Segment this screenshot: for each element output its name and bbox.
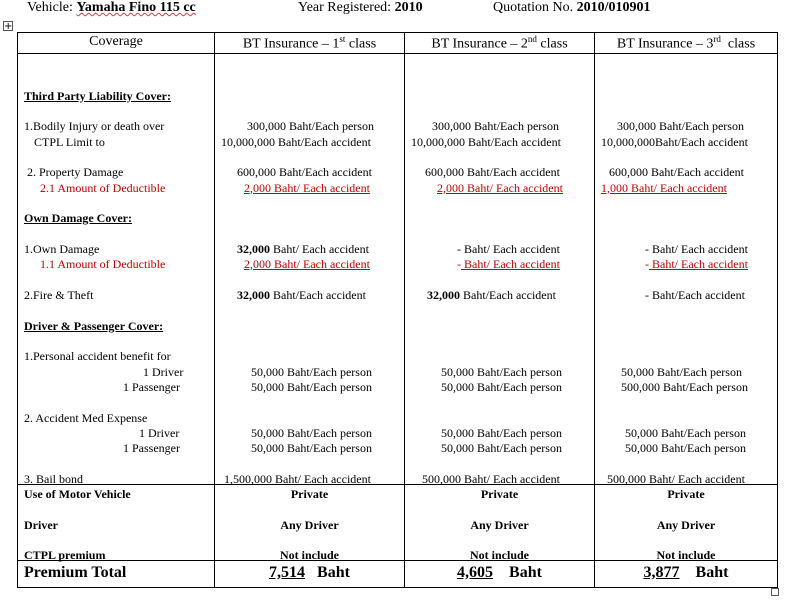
c3-premium-amount: 3,877 <box>643 563 680 581</box>
coverage-header: Coverage <box>18 33 215 54</box>
c2-bail: 500,000 Baht/ Each accident <box>422 471 560 486</box>
c2-tp-deductible: 2,000 Baht/ Each accident <box>437 180 563 195</box>
pa-passenger-label: 1 Passenger <box>123 379 180 394</box>
c2-premium-amount: 4,605 <box>457 563 494 581</box>
driver-label: Driver <box>24 517 58 532</box>
c1-bodily: 300,000 Baht/Each person <box>247 118 374 133</box>
c1-med-passenger: 50,000 Baht/Each person <box>251 440 372 455</box>
table-move-handle-icon[interactable]: + <box>4 21 13 32</box>
own-deductible-label: 1.1 Amount of Deductible <box>40 256 166 271</box>
vehicle-label: Vehicle: <box>27 0 73 15</box>
c3-pa-passenger: 500,000 Baht/Each person <box>621 379 748 394</box>
c3-med-passenger: 50,000 Baht/Each person <box>625 440 746 455</box>
c1-use: Private <box>290 486 329 501</box>
med-driver-label: 1 Driver <box>139 425 180 440</box>
c1-fire-theft-unit: Baht/Each accident <box>270 287 366 302</box>
c1-med-driver: 50,000 Baht/Each person <box>251 425 372 440</box>
class2-header-sup: nd <box>527 34 537 44</box>
c3-premium-total <box>595 560 778 587</box>
class3-header <box>595 33 778 54</box>
c1-own-deductible: 2,000 Baht/ Each accident <box>244 256 370 271</box>
quotation-label: Quotation No. <box>493 0 574 15</box>
personal-accident-label: 1.Personal accident benefit for <box>24 348 171 363</box>
c2-med-driver: 50,000 Baht/Each person <box>441 425 562 440</box>
usage-row <box>18 484 778 560</box>
c1-driver: Any Driver <box>280 517 339 532</box>
c2-use: Private <box>480 486 519 501</box>
year-info <box>298 0 423 16</box>
vehicle-value <box>76 0 195 15</box>
property-damage-label: 2. Property Damage <box>27 164 124 179</box>
c2-own-deductible-dash: - <box>457 256 461 271</box>
c3-tp-deductible: 1,000 Baht/ Each accident <box>601 180 727 195</box>
c1-own-damage <box>237 242 369 256</box>
quotation-number: 2010/010901 <box>576 0 651 15</box>
c2-premium-total <box>405 560 595 587</box>
c3-pa-driver: 50,000 Baht/Each person <box>621 364 742 379</box>
class2-header-text: BT Insurance – 2 <box>431 36 528 52</box>
driver-passenger-heading: Driver & Passenger Cover: <box>24 318 164 333</box>
class3-header-sup: rd <box>713 34 721 44</box>
c1-bail: 1,500,000 Baht/ Each accident <box>224 471 371 486</box>
quotation-info <box>493 0 651 16</box>
premium-total-label: Premium Total <box>18 560 215 587</box>
med-expense-label: 2. Accident Med Expense <box>24 410 148 425</box>
c1-own-damage-amount: 32,000 <box>237 241 270 256</box>
c2-bodily: 300,000 Baht/Each person <box>432 118 559 133</box>
year-value: 2010 <box>394 0 423 15</box>
class3-values-cell <box>595 53 778 484</box>
premium-total-row <box>18 560 778 587</box>
ctpl-premium-label: CTPL premium <box>24 547 106 562</box>
c1-premium-amount: 7,514 <box>269 563 306 581</box>
c3-own-damage: - Baht/ Each accident <box>645 241 748 256</box>
class2-header-tail: class <box>540 36 568 52</box>
c2-premium-unit: Baht <box>509 563 542 581</box>
vehicle-info <box>27 0 196 16</box>
c1-fire-theft <box>237 288 366 302</box>
class2-usage-cell <box>405 484 595 560</box>
c3-premium-unit: Baht <box>695 563 729 581</box>
c1-pa-passenger: 50,000 Baht/Each person <box>251 379 372 394</box>
class1-header <box>215 33 405 54</box>
pa-driver-label: 1 Driver <box>143 364 184 379</box>
c1-ctpl-premium: Not include <box>279 547 339 562</box>
class1-usage-cell <box>215 484 405 560</box>
c3-own-deductible-text: Baht/ Each accident <box>649 256 748 271</box>
table-header-row <box>18 33 778 54</box>
coverage-labels-cell <box>18 53 215 484</box>
class2-values-cell <box>405 53 595 484</box>
c1-premium-unit: Baht <box>317 563 350 581</box>
fire-theft-label: 2.Fire & Theft <box>24 287 94 302</box>
c3-use: Private <box>667 486 705 501</box>
bodily-injury-label: 1.Bodily Injury or death over <box>24 118 165 133</box>
c2-fire-theft-unit: Baht/Each accident <box>460 287 556 302</box>
med-passenger-label: 1 Passenger <box>123 440 180 455</box>
tp-deductible-label: 2.1 Amount of Deductible <box>40 180 166 195</box>
c2-fire-theft <box>427 288 556 302</box>
table-resize-handle[interactable] <box>771 588 779 596</box>
c2-med-passenger: 50,000 Baht/Each person <box>441 440 562 455</box>
bail-bond-label: 3. Bail bond <box>24 471 83 486</box>
c3-bodily: 300,000 Baht/Each person <box>617 118 744 133</box>
c2-own-deductible-text: Baht/ Each accident <box>461 256 560 271</box>
third-party-heading: Third Party Liability Cover: <box>24 88 171 103</box>
own-damage-label: 1.Own Damage <box>24 241 100 256</box>
class2-header <box>405 33 595 54</box>
c1-fire-theft-amount: 32,000 <box>237 287 270 302</box>
c1-premium-total <box>215 560 405 587</box>
c1-ctpl: 10,000,000 Baht/Each accident <box>221 134 371 149</box>
class1-header-tail: class <box>348 36 377 52</box>
class3-header-text: BT Insurance – 3 <box>616 36 714 52</box>
c3-ctpl-premium: Not include <box>656 547 716 562</box>
class3-header-tail: class <box>720 36 756 52</box>
c3-med-driver: 50,000 Baht/Each person <box>625 425 746 440</box>
c3-bail: 500,000 Baht/ Each accident <box>607 471 745 486</box>
c3-own-deductible-dash: - <box>645 256 649 271</box>
c2-pa-driver: 50,000 Baht/Each person <box>441 364 562 379</box>
c1-own-damage-unit: Baht/ Each accident <box>270 241 369 256</box>
c2-own-damage: - Baht/ Each accident <box>457 241 560 256</box>
year-label: Year Registered: <box>298 0 392 15</box>
c3-own-deductible <box>645 257 748 271</box>
c3-fire-theft: - Baht/Each accident <box>645 287 745 302</box>
c2-ctpl-premium: Not include <box>469 547 529 562</box>
usage-labels-cell <box>18 484 215 560</box>
class1-header-sup: st <box>339 34 346 44</box>
c2-pa-passenger: 50,000 Baht/Each person <box>441 379 562 394</box>
c3-ctpl: 10,000,000Baht/Each accident <box>601 134 748 149</box>
c2-fire-theft-amount: 32,000 <box>427 287 460 302</box>
use-of-vehicle-label: Use of Motor Vehicle <box>24 486 131 501</box>
quotation-table <box>17 32 778 588</box>
c3-property: 600,000 Baht/Each accident <box>609 164 744 179</box>
c1-tp-deductible: 2,000 Baht/ Each accident <box>244 180 370 195</box>
class1-values-cell <box>215 53 405 484</box>
ctpl-limit-label: CTPL Limit to <box>34 134 105 149</box>
c2-ctpl: 10,000,000 Baht/Each accident <box>411 134 561 149</box>
c2-property: 600,000 Baht/Each accident <box>425 164 560 179</box>
c2-own-deductible <box>457 257 560 271</box>
coverage-body-row <box>18 53 778 484</box>
own-damage-heading: Own Damage Cover: <box>24 210 132 225</box>
c3-driver: Any Driver <box>656 517 716 532</box>
class1-header-text: BT Insurance – 1 <box>242 36 340 52</box>
c2-driver: Any Driver <box>470 517 529 532</box>
c1-pa-driver: 50,000 Baht/Each person <box>251 364 372 379</box>
vehicle-name: Yamaha Fino 115 cc <box>76 0 196 15</box>
class3-usage-cell <box>595 484 778 560</box>
c1-property: 600,000 Baht/Each accident <box>237 164 372 179</box>
